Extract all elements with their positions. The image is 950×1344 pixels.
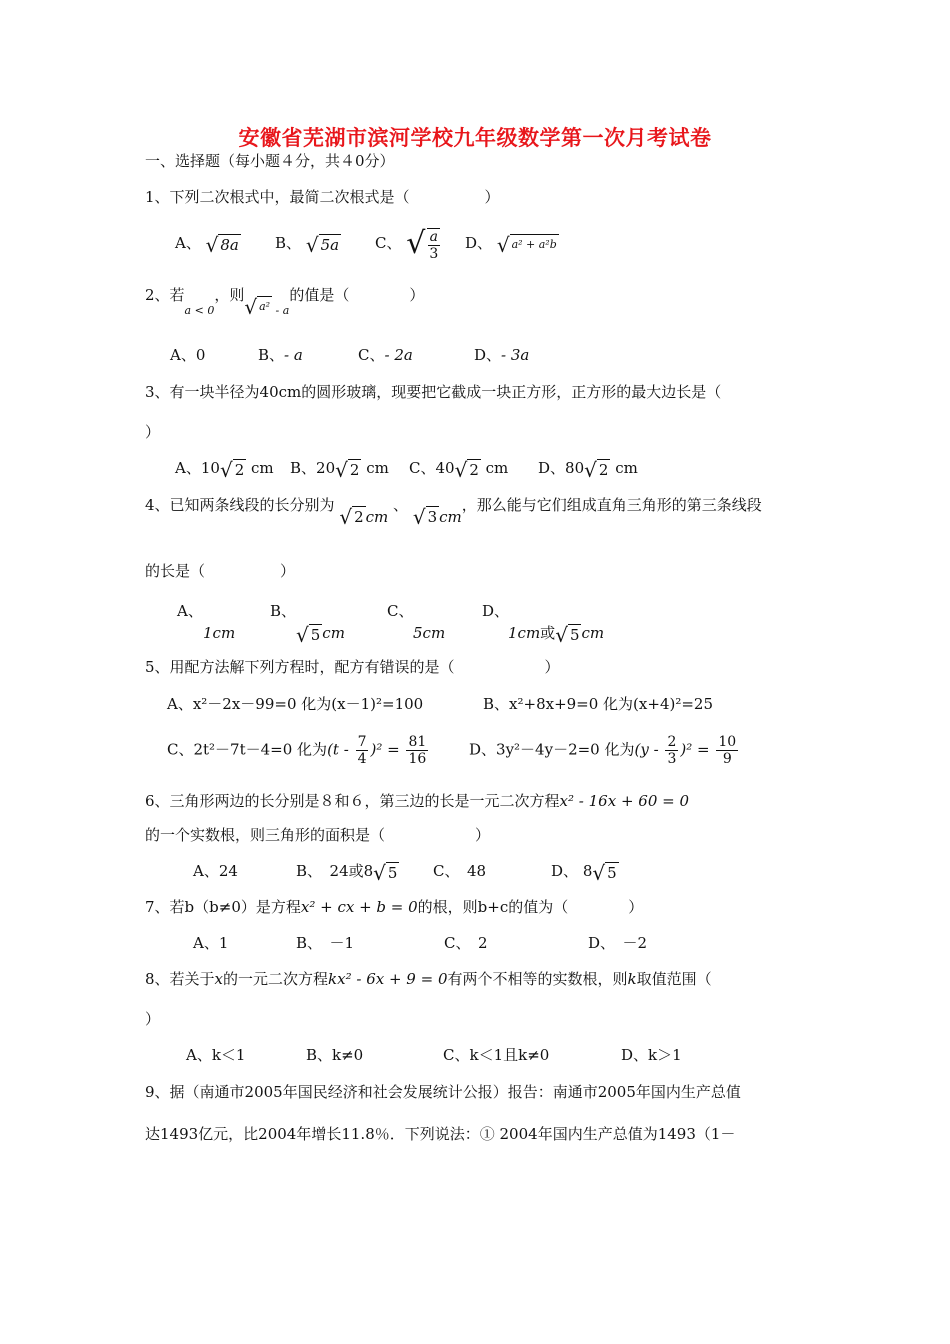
q6-option-c: C、 48 <box>433 862 487 880</box>
q7-option-d: D、 －2 <box>588 934 648 952</box>
q1-option-b: B、 √ 5a <box>275 232 340 257</box>
question-6-stem: 6、三角形两边的长分别是８和６，第三边的长是一元二次方程x² - 16x + 60 = 0 <box>145 792 690 810</box>
question-8-stem-end: ） <box>145 1010 161 1028</box>
q8-option-c: C、k＜1且k≠0 <box>443 1046 550 1064</box>
q4-option-d: D、 1cm或 √ 5 cm <box>482 602 605 647</box>
question-4-stem: 4、已知两条线段的长分别为 √ 2 cm 、 √ 3 cm，那么能与它们组成直角三角形的第三条线段 <box>145 496 762 529</box>
q1-option-c: C、 √ $\frac{a}{3}$ <box>375 226 439 262</box>
question-3-stem: 3、有一块半径为40cm的圆形玻璃，现要把它截成一块正方形，正方形的最大边长是（ <box>145 383 722 401</box>
question-9-line-1: 9、据（南通市2005年国民经济和社会发展统计公报）报告：南通市2005年国内生产总值 <box>145 1083 741 1101</box>
q7-option-c: C、 2 <box>444 934 488 952</box>
q5-option-c: C、2t²－7t－4=0 化为(t - $\frac{7}{4}$ )² = $\frac{81}{16}$ <box>167 734 427 767</box>
q4-option-b: B、 √ 5 cm <box>270 602 345 647</box>
question-8-stem: 8、若关于x的一元二次方程kx² - 6x + 9 = 0有两个不相等的实数根，则k取值范围（ <box>145 970 712 988</box>
q3-option-b: B、20 √ 2 cm <box>290 457 389 482</box>
q3-option-a: A、10 √ 2 cm <box>175 457 274 482</box>
question-4-stem-end: 的长是（ ） <box>145 562 296 580</box>
q1-option-d: D、 √ a² + a²b <box>465 232 557 257</box>
q2-option-c: C、- 2a <box>358 346 413 364</box>
q2-option-d: D、- 3a <box>474 346 530 364</box>
question-6-stem-end: 的一个实数根，则三角形的面积是（ ） <box>145 826 491 844</box>
q3-option-d: D、80 √ 2 cm <box>538 457 638 482</box>
q8-option-b: B、k≠0 <box>306 1046 364 1064</box>
question-1-stem: 1、下列二次根式中，最简二次根式是（ ） <box>145 188 500 206</box>
q2-option-a: A、0 <box>170 346 206 364</box>
q8-option-a: A、k＜1 <box>186 1046 246 1064</box>
q3-option-c: C、40 √ 2 cm <box>409 457 509 482</box>
question-2-stem: 2、若$_{a < 0}$，则 √ a² $_{- a}$的值是（ ） <box>145 286 425 319</box>
q6-option-b: B、 24或8 √ 5 <box>296 860 398 885</box>
question-5-stem: 5、用配方法解下列方程时，配方有错误的是（ ） <box>145 658 560 676</box>
question-3-stem-end: ） <box>145 423 161 441</box>
q5-option-a: A、x²－2x－99=0 化为(x－1)²=100 <box>167 695 424 713</box>
q2-option-b: B、- a <box>258 346 303 364</box>
q7-option-b: B、 －1 <box>296 934 355 952</box>
q1-option-a: A、 √ 8a <box>175 232 239 257</box>
exam-title: 安徽省芜湖市滨河学校九年级数学第一次月考试卷 <box>238 125 712 150</box>
q4-option-c: C、 5cm <box>387 602 446 642</box>
q5-option-d: D、3y²－4y－2=0 化为(y - $\frac{2}{3}$ )² = $\frac{10}{9}$ <box>469 734 737 767</box>
question-9-line-2: 达1493亿元，比2004年增长11.8％．下列说法：① 2004年国内生产总值为1493（1－ <box>145 1125 736 1143</box>
q5-option-b: B、x²+8x+9=0 化为(x+4)²=25 <box>483 695 714 713</box>
question-7-stem: 7、若b（b≠0）是方程x² + cx + b = 0的根，则b+c的值为（ ） <box>145 898 644 916</box>
q6-option-a: A、24 <box>193 862 238 880</box>
q8-option-d: D、k＞1 <box>621 1046 682 1064</box>
q4-option-a: A、 1cm <box>177 602 236 642</box>
section-heading: 一、选择题（每小题４分，共４0分） <box>145 152 395 170</box>
q6-option-d: D、 8 √ 5 <box>551 860 617 885</box>
q7-option-a: A、1 <box>193 934 229 952</box>
